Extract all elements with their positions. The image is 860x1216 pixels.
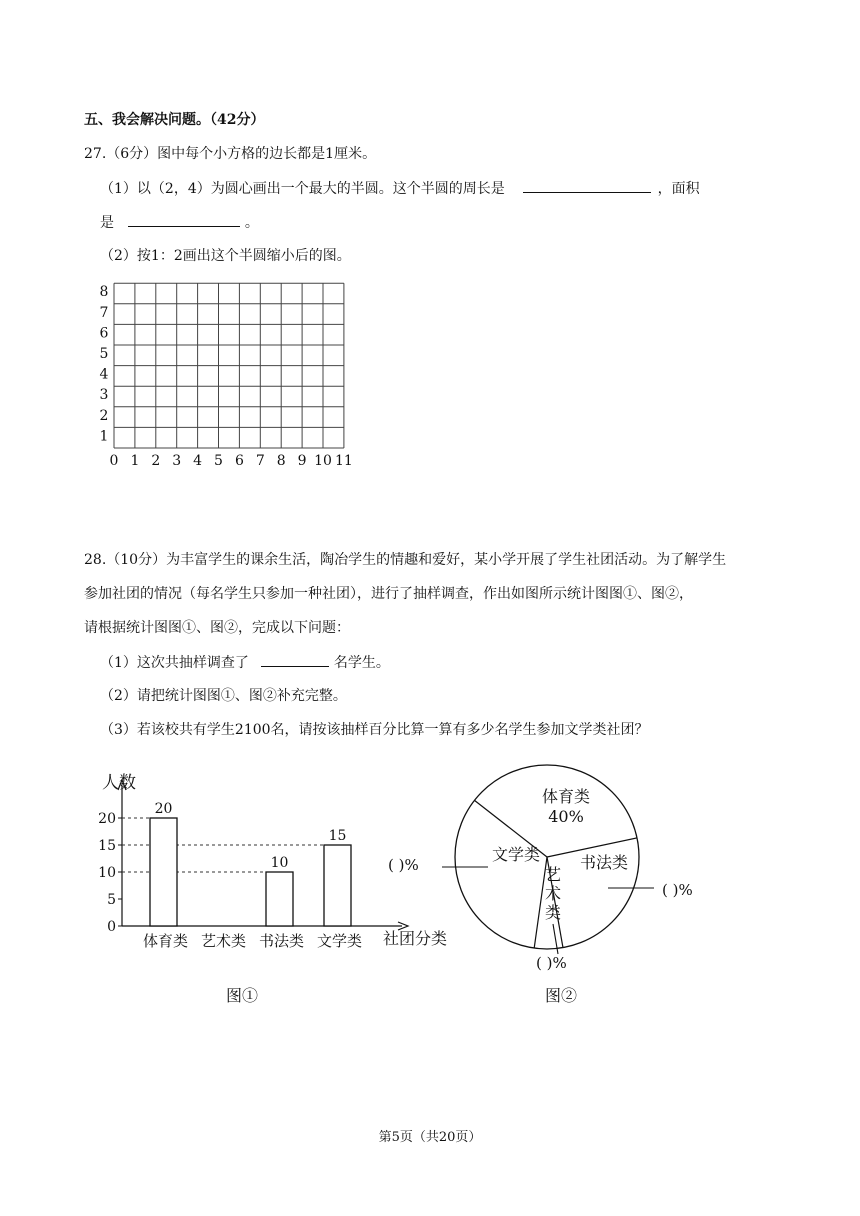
- grid-y-label: 7: [99, 304, 109, 321]
- grid-y-label: 2: [99, 407, 109, 424]
- grid-x-label: 7: [255, 453, 265, 469]
- x-tick-label: 书法类: [258, 932, 305, 950]
- q28-part2: （2）请把统计图图①、图②补充完整。: [100, 688, 347, 704]
- bar-chart-x-ticks: [143, 932, 362, 950]
- bar-chart-xlabel: 社团分类: [383, 929, 448, 948]
- section-title: 五、我会解决问题。（42分）: [84, 112, 265, 128]
- pie-percent-calligraphy: ( )%: [662, 881, 693, 899]
- grid-x-label: 6: [234, 453, 244, 469]
- grid-x-label: 2: [151, 453, 161, 469]
- bar-chart-caption: 图①: [226, 986, 259, 1005]
- grid-y-label: 1: [99, 428, 109, 445]
- pie-label-art-char: 术: [544, 884, 562, 903]
- q27-part1-text-c: 是: [100, 215, 114, 231]
- bar-chart-ylabel: 人数: [102, 773, 136, 793]
- pie-percent-sports: 40%: [548, 807, 584, 826]
- pie-chart-slices: [388, 765, 693, 972]
- q28-part1-text-a: （1）这次共抽样调查了: [100, 655, 249, 671]
- bar-value-label: 20: [154, 801, 173, 817]
- q27-perimeter-blank[interactable]: [523, 178, 651, 193]
- grid-x-label: 0: [109, 453, 119, 469]
- pie-label-sports: 体育类: [541, 787, 591, 806]
- y-tick-label: 10: [98, 865, 116, 881]
- q27-part1-text-d: 。: [244, 215, 259, 231]
- bar-value-label: 10: [270, 855, 289, 871]
- q28-part1-text-b: 名学生。: [333, 655, 390, 671]
- grid-y-label: 4: [99, 366, 109, 383]
- grid-y-label: 6: [99, 325, 109, 342]
- x-tick-label: 体育类: [142, 932, 189, 950]
- grid-y-axis-labels: [100, 284, 109, 444]
- bar-chart-value-labels: [155, 801, 347, 871]
- x-tick-label: 文学类: [316, 932, 363, 950]
- grid-x-label: 5: [214, 453, 223, 469]
- pie-label-art-char: 类: [544, 903, 562, 922]
- grid-y-label: 5: [99, 346, 109, 362]
- bar-chart-y-ticks: [98, 811, 122, 935]
- bar: [324, 845, 351, 926]
- grid-x-label: 10: [314, 453, 332, 469]
- y-tick-label: 0: [107, 919, 116, 935]
- y-tick-label: 20: [98, 811, 116, 827]
- bar: [150, 818, 177, 926]
- q27-part1-line2: [100, 212, 259, 233]
- x-tick-label: 艺术类: [200, 932, 247, 950]
- pie-chart: [370, 754, 740, 978]
- pie-label-literature: 文学类: [491, 845, 541, 864]
- bar-value-label: 15: [328, 828, 347, 844]
- grid-y-label: 8: [99, 284, 109, 301]
- pie-label-calligraphy: 书法类: [579, 853, 629, 872]
- page-footer: 第5页（共20页）: [378, 1130, 482, 1145]
- q28-part3: （3）若该校共有学生2100名，请按该抽样百分比算一算有多少名学生参加文学类社团？: [100, 722, 649, 738]
- y-tick-label: 5: [107, 892, 116, 908]
- grid-x-label: 3: [172, 453, 182, 469]
- q28-count-blank[interactable]: [261, 652, 329, 667]
- coordinate-grid[interactable]: [90, 278, 370, 474]
- grid-y-label: 3: [99, 387, 109, 404]
- grid-x-label: 11: [334, 453, 353, 469]
- grid-x-axis-labels: [110, 453, 353, 469]
- pie-percent-art: ( )%: [536, 954, 567, 972]
- grid-x-label: 8: [276, 453, 286, 469]
- q28-stem-line1: 28.（10分）为丰富学生的课余生活，陶冶学生的情趣和爱好，某小学开展了学生社团活动。为了解学生: [84, 552, 727, 568]
- grid-x-label: 4: [193, 453, 203, 469]
- y-tick-label: 15: [98, 838, 116, 854]
- q27-part1-line1: [100, 178, 700, 199]
- q27-part2: （2）按1：2画出这个半圆缩小后的图。: [100, 248, 351, 264]
- q27-area-blank[interactable]: [128, 212, 240, 227]
- q28-stem-line2: 参加社团的情况（每名学生只参加一种社团），进行了抽样调查，作出如图所示统计图图①、图②，: [84, 586, 693, 602]
- pie-chart-caption: 图②: [545, 986, 578, 1005]
- q28-part1: [100, 652, 390, 673]
- q28-stem-line3: 请根据统计图图①、图②，完成以下问题：: [84, 620, 350, 636]
- q27-part1-text-b: ，面积: [657, 181, 700, 197]
- bar: [266, 872, 293, 926]
- pie-label-art-char: 艺: [544, 865, 562, 884]
- q27-part1-text-a: （1）以（2，4）为圆心画出一个最大的半圆。这个半圆的周长是: [100, 181, 505, 197]
- pie-percent-literature: ( )%: [388, 856, 419, 874]
- q27-stem: 27.（6分）图中每个小方格的边长都是1厘米。: [84, 146, 377, 162]
- grid-x-label: 9: [297, 453, 307, 469]
- grid-lines: [114, 283, 344, 448]
- grid-x-label: 1: [130, 453, 140, 469]
